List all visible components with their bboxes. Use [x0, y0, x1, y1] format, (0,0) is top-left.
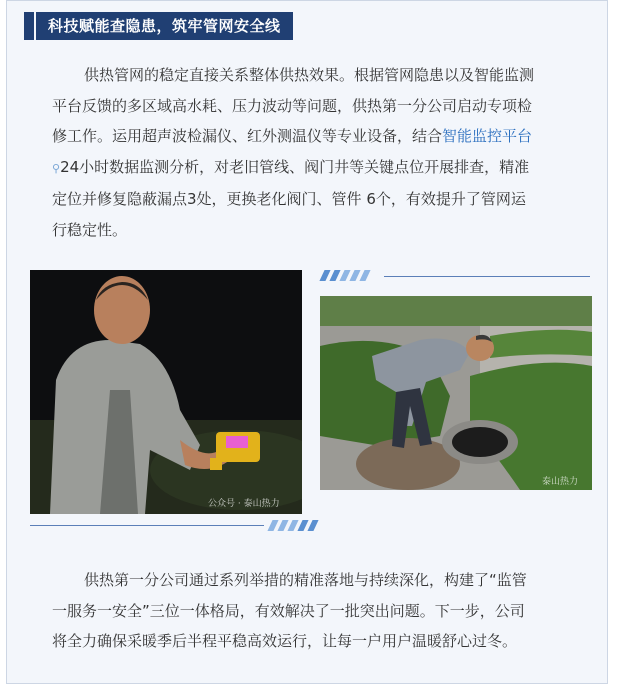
paragraph-2: [52, 565, 604, 657]
photo-night-leak-detection: [30, 270, 302, 514]
p1-line-3: 修工作。运用超声波检漏仪、红外测温仪等专业设备，结合: [52, 127, 443, 145]
title-accent-bar: [24, 12, 34, 40]
photo-manhole-inspection: [320, 296, 592, 490]
search-icon[interactable]: ⚲: [52, 161, 61, 175]
smart-monitor-platform-link[interactable]: 智能监控平台: [442, 127, 533, 145]
decor-line-bottom: [30, 525, 264, 526]
watermark-left: 公众号 · 泰山热力: [208, 499, 280, 509]
decor-stripes-top: [322, 270, 368, 281]
watermark-right: 泰山热力: [542, 477, 579, 487]
p1-line-1: 供热管网的稳定直接关系整体供热效果。根据管网隐患以及智能监测: [84, 66, 535, 84]
p1-line-5: 定位并修复隐蔽漏点3处，更换老化阀门、管件 6个，有效提升了管网运: [52, 190, 526, 208]
paragraph-1: [52, 60, 604, 245]
section-title: 科技赋能查隐患，筑牢管网安全线: [36, 12, 293, 40]
decor-line-top: [384, 276, 590, 277]
p2-line-3: 将全力确保采暖季后半程平稳高效运行，让每一户用户温暖舒心过冬。: [52, 632, 518, 650]
p1-line-4: 24小时数据监测分析，对老旧管线、阀门井等关键点位开展排查，精准: [60, 157, 530, 176]
p2-line-2: 一服务一安全”三位一体格局，有效解决了一批突出问题。下一步，公司: [52, 601, 525, 620]
p2-line-1: 供热第一分公司通过系列举措的精准落地与持续深化，构建了“监管: [84, 571, 527, 589]
p1-line-2: 平台反馈的多区域高水耗、压力波动等问题，供热第一分公司启动专项检: [52, 96, 533, 115]
decor-stripes-bottom: [270, 520, 316, 531]
p1-line-6: 行稳定性。: [52, 220, 128, 239]
